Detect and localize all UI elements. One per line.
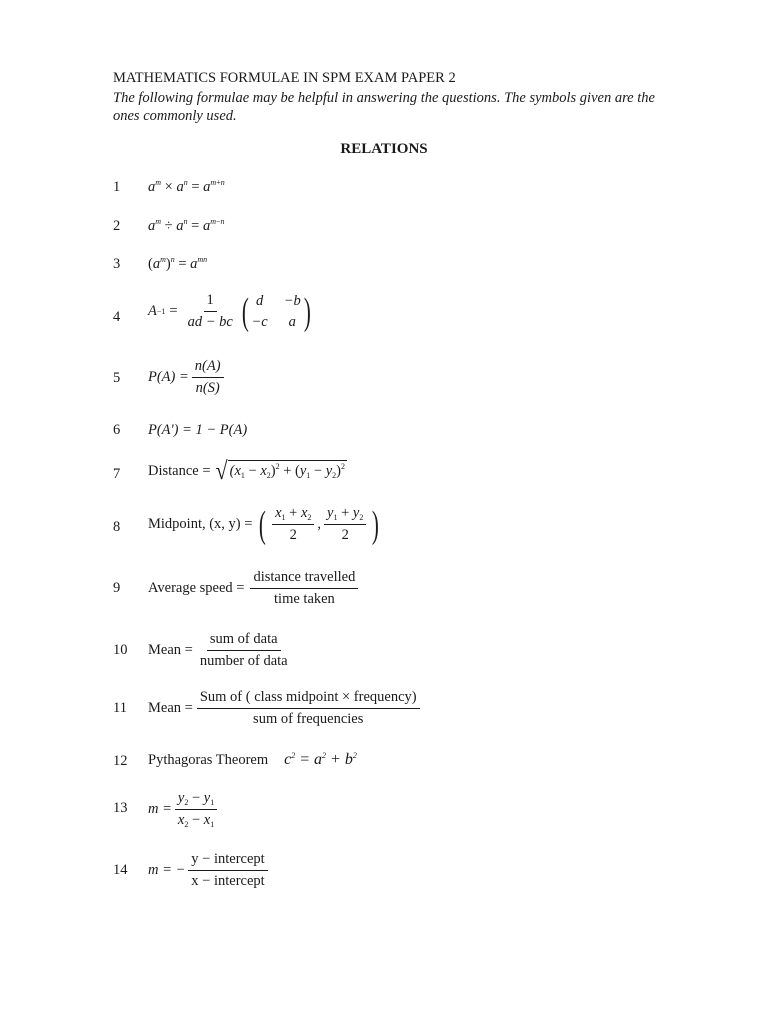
formula-11-denominator: sum of frequencies: [253, 711, 364, 727]
formula-number: 9: [113, 580, 121, 596]
formula-number: 4: [113, 309, 121, 325]
formula-10-denominator: number of data: [199, 653, 288, 669]
formula-5-denominator: n(S): [195, 380, 220, 396]
matrix-cell: a: [288, 313, 296, 330]
formula-4-lhs: A: [148, 303, 157, 319]
formula-14-numerator: y − intercept: [188, 851, 267, 871]
formula-9-label: Average speed =: [148, 580, 245, 596]
formula-6: [148, 422, 247, 439]
formula-10-label: Mean =: [148, 642, 193, 658]
formula-7-label: Distance =: [148, 462, 211, 479]
formula-13: [148, 790, 220, 829]
formula-number: 6: [113, 422, 121, 438]
formula-5-fraction: [192, 358, 224, 397]
formula-14-denominator: x − intercept: [191, 873, 265, 889]
formula-4: A −1 = $\frac{1}{ad - bc}$ ( d −b −c a ): [148, 290, 311, 333]
formula-5-lhs: P(A) =: [148, 369, 189, 385]
formula-8: Midpoint, (x, y) = ( $\frac{x_1 + x_2}{2}$ , $\frac{y_1 + y_2}{2}$ ): [148, 503, 380, 546]
formula-number: 3: [113, 256, 121, 272]
formula-12: Pythagoras Theorem $c^2 = a^2 + b^2$: [148, 751, 357, 768]
formula-9-fraction: [250, 569, 358, 608]
matrix-cell: −b: [283, 292, 301, 309]
formula-1: $a^m \times a^n = a^{m+n}$: [148, 178, 225, 195]
formula-number: 5: [113, 370, 121, 386]
formula-9: [148, 569, 361, 608]
formula-13-lhs: m =: [148, 801, 172, 817]
formula-number: 2: [113, 218, 121, 234]
formula-number: 12: [113, 753, 128, 769]
formula-4-matrix: [251, 293, 300, 331]
formula-4-numerator: 1: [204, 292, 217, 312]
formula-5: [148, 358, 227, 397]
formula-number: 14: [113, 862, 128, 878]
page-title: MATHEMATICS FORMULAE IN SPM EXAM PAPER 2: [113, 70, 456, 86]
formula-9-denominator: time taken: [274, 591, 335, 607]
section-heading: RELATIONS: [340, 141, 428, 157]
formula-11-numerator: Sum of ( class midpoint × frequency): [197, 689, 420, 709]
formula-4-equals: =: [169, 303, 178, 319]
formula-number: 10: [113, 642, 128, 658]
formula-11-fraction: [197, 689, 420, 728]
formula-number: 7: [113, 466, 121, 482]
formula-13-fraction: $\frac{y_2 - y_1}{x_2 - x_1}$: [175, 790, 217, 829]
intro-text: The following formulae may be helpful in answering the questions. The symbols given are the ones commonly used.: [113, 90, 655, 124]
formula-number: 11: [113, 700, 127, 716]
formula-10-fraction: [197, 631, 291, 670]
formula-11-label: Mean =: [148, 700, 193, 716]
formula-8-x-fraction: $\frac{x_1 + x_2}{2}$: [272, 505, 314, 544]
formula-3: $(a^m)^n = a^{mn}$: [148, 255, 208, 272]
matrix-cell: −c: [251, 313, 268, 330]
square-root: √ $(x_1 - x_2)^2 + (y_1 - y_2)^2$: [215, 456, 346, 485]
formula-8-y-fraction: $\frac{y_1 + y_2}{2}$: [324, 505, 366, 544]
formula-12-label: Pythagoras Theorem: [148, 751, 269, 768]
formula-10-numerator: sum of data: [207, 631, 281, 651]
formula-14-fraction: [188, 851, 267, 890]
formula-4-denominator: ad − bc: [187, 314, 233, 330]
formula-9-numerator: distance travelled: [250, 569, 358, 589]
formula-2: $a^m \div a^n = a^{m-n}$: [148, 217, 225, 234]
formula-6-text: P(A') = 1 − P(A): [148, 422, 248, 438]
matrix-cell: d: [255, 292, 264, 309]
formula-number: 8: [113, 519, 121, 535]
formula-number: 13: [113, 800, 128, 816]
formula-10: [148, 631, 294, 670]
formula-number: 1: [113, 179, 121, 195]
formula-7: [148, 456, 347, 485]
formula-8-label: Midpoint, (x, y) =: [148, 516, 253, 532]
formula-11: [148, 689, 423, 728]
formula-14: [148, 851, 271, 890]
formula-5-numerator: n(A): [192, 358, 224, 378]
formula-4-fraction: [185, 292, 236, 331]
formula-14-lhs: m = −: [148, 862, 186, 878]
